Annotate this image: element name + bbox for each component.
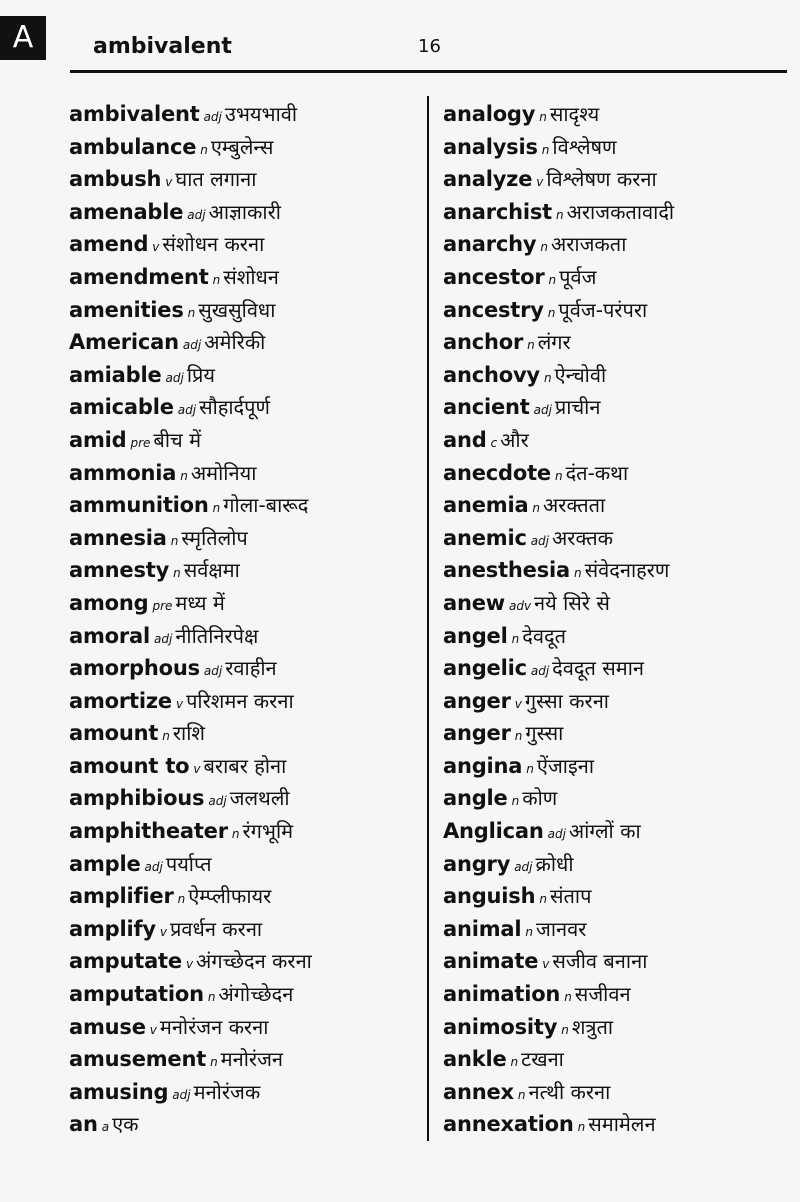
entry-headword: ample bbox=[69, 851, 141, 876]
entry-part-of-speech: v bbox=[159, 924, 168, 939]
entry-part-of-speech: adj bbox=[182, 338, 202, 353]
dictionary-entry bbox=[69, 457, 421, 490]
entry-translation: अराजकतावादी bbox=[566, 199, 675, 224]
entry-part-of-speech: n bbox=[187, 305, 196, 320]
entry-headword: American bbox=[69, 330, 179, 355]
entry-translation: रंगभूमि bbox=[242, 819, 294, 844]
entry-part-of-speech: n bbox=[577, 1120, 586, 1135]
entry-headword: amnesia bbox=[69, 525, 167, 550]
entry-translation: समामेलन bbox=[588, 1112, 656, 1137]
entry-part-of-speech: n bbox=[180, 468, 188, 483]
dictionary-entry bbox=[69, 1043, 421, 1076]
entry-translation: क्रोधी bbox=[535, 851, 574, 876]
entry-translation: घात लगाना bbox=[175, 167, 257, 192]
entry-part-of-speech: adj bbox=[533, 403, 552, 418]
entry-part-of-speech: n bbox=[170, 533, 179, 548]
entry-translation: गुस्सा करना bbox=[524, 688, 609, 713]
dictionary-entry bbox=[443, 98, 793, 131]
letter-tab: A bbox=[0, 16, 46, 60]
entry-part-of-speech: c bbox=[490, 435, 498, 450]
entry-headword: analyze bbox=[443, 167, 533, 192]
entry-headword: animosity bbox=[443, 1014, 558, 1039]
dictionary-entry bbox=[69, 261, 421, 294]
dictionary-entry bbox=[443, 880, 793, 913]
entry-translation: आंग्लों का bbox=[568, 819, 641, 844]
entry-part-of-speech: n bbox=[231, 827, 240, 842]
entry-headword: ancestry bbox=[443, 297, 544, 322]
entry-headword: animal bbox=[443, 916, 522, 941]
entry-part-of-speech: n bbox=[540, 240, 548, 255]
entry-translation: बीच में bbox=[153, 427, 202, 452]
entry-headword: amplifier bbox=[69, 884, 174, 909]
entry-part-of-speech: n bbox=[573, 566, 582, 581]
entry-headword: amenable bbox=[69, 199, 184, 224]
dictionary-entry bbox=[443, 782, 793, 815]
dictionary-entry bbox=[69, 913, 421, 946]
entry-headword: angle bbox=[443, 786, 508, 811]
entry-translation: स्मृतिलोप bbox=[181, 525, 248, 550]
dictionary-entry bbox=[69, 196, 421, 229]
dictionary-entry bbox=[443, 489, 793, 522]
dictionary-entry bbox=[69, 945, 421, 978]
dictionary-entry bbox=[69, 1011, 421, 1044]
entry-translation: सजीव बनाना bbox=[552, 949, 648, 974]
entry-translation: अरक्तक bbox=[552, 525, 613, 550]
dictionary-entry bbox=[69, 98, 421, 131]
entry-headword: anchor bbox=[443, 330, 524, 355]
dictionary-entry bbox=[69, 522, 421, 555]
entry-translation: ऐन्चोवी bbox=[554, 362, 607, 387]
entry-translation: राशि bbox=[172, 721, 205, 746]
dictionary-entry bbox=[69, 1108, 421, 1141]
entry-part-of-speech: n bbox=[547, 305, 556, 320]
entry-part-of-speech: n bbox=[555, 207, 564, 222]
entry-headword: amplify bbox=[69, 916, 156, 941]
page-number: 16 bbox=[418, 36, 441, 57]
entry-headword: anew bbox=[443, 590, 505, 615]
dictionary-entry bbox=[443, 913, 793, 946]
dictionary-entry bbox=[69, 391, 421, 424]
entry-part-of-speech: a bbox=[101, 1120, 110, 1135]
entry-part-of-speech: n bbox=[527, 338, 535, 353]
entry-headword: amiable bbox=[69, 362, 162, 387]
entry-headword: anemic bbox=[443, 525, 527, 550]
entry-translation: ऐंजाइना bbox=[536, 753, 595, 778]
entry-headword: animation bbox=[443, 982, 561, 1007]
entry-headword: angel bbox=[443, 623, 508, 648]
dictionary-entry bbox=[443, 359, 793, 392]
entry-headword: amoral bbox=[69, 623, 151, 648]
entry-translation: परिशमन करना bbox=[186, 688, 294, 713]
entry-headword: angina bbox=[443, 753, 523, 778]
entry-translation: प्राचीन bbox=[554, 395, 601, 420]
entry-translation: प्रवर्धन करना bbox=[170, 916, 263, 941]
entry-headword: anguish bbox=[443, 884, 536, 909]
entry-translation: कोण bbox=[522, 786, 558, 811]
entry-translation: देवदूत समान bbox=[552, 656, 645, 681]
entry-part-of-speech: n bbox=[539, 110, 547, 124]
dictionary-entry bbox=[443, 196, 793, 229]
dictionary-entry bbox=[443, 945, 793, 978]
entry-headword: an bbox=[69, 1112, 98, 1137]
dictionary-entry bbox=[69, 228, 421, 261]
entry-headword: among bbox=[69, 590, 149, 615]
dictionary-entry bbox=[443, 978, 793, 1011]
entry-part-of-speech: v bbox=[152, 240, 160, 255]
entry-part-of-speech: adj bbox=[547, 827, 566, 842]
entry-part-of-speech: n bbox=[212, 272, 221, 287]
entry-headword: amorphous bbox=[69, 656, 200, 681]
entry-part-of-speech: n bbox=[526, 761, 534, 776]
entry-part-of-speech: pre bbox=[152, 598, 173, 613]
left-column bbox=[69, 98, 421, 1141]
guide-word: ambivalent bbox=[93, 34, 232, 59]
entry-part-of-speech: n bbox=[510, 1055, 519, 1070]
dictionary-entry bbox=[443, 457, 793, 490]
dictionary-entry bbox=[443, 620, 793, 653]
entry-part-of-speech: adj bbox=[514, 859, 533, 874]
entry-translation: प्रिय bbox=[186, 362, 215, 387]
entry-part-of-speech: adj bbox=[144, 859, 163, 874]
entry-headword: annexation bbox=[443, 1112, 574, 1137]
entry-translation: उभयभावी bbox=[224, 102, 298, 126]
entry-translation: विश्लेषण करना bbox=[546, 167, 657, 192]
entry-headword: amendment bbox=[69, 264, 209, 289]
dictionary-entry bbox=[443, 1108, 793, 1141]
entry-part-of-speech: n bbox=[543, 370, 552, 385]
entry-part-of-speech: n bbox=[210, 1055, 218, 1070]
entry-translation: अरक्तता bbox=[543, 493, 606, 518]
dictionary-entry bbox=[69, 489, 421, 522]
dictionary-entry bbox=[69, 163, 421, 196]
dictionary-entry bbox=[69, 815, 421, 848]
entry-part-of-speech: v bbox=[536, 175, 544, 190]
entry-headword: amid bbox=[69, 427, 127, 452]
entry-headword: ancestor bbox=[443, 264, 545, 289]
dictionary-entry bbox=[443, 424, 793, 457]
entry-translation: सादृश्य bbox=[549, 102, 600, 126]
entry-headword: ammunition bbox=[69, 493, 209, 518]
dictionary-entry bbox=[69, 554, 421, 587]
dictionary-entry bbox=[443, 685, 793, 718]
entry-headword: ambulance bbox=[69, 134, 197, 159]
entry-part-of-speech: n bbox=[564, 990, 572, 1005]
entry-translation: जानवर bbox=[535, 916, 587, 941]
entry-headword: amicable bbox=[69, 395, 174, 420]
entry-headword: amputate bbox=[69, 949, 182, 974]
right-column bbox=[443, 98, 793, 1141]
dictionary-entry bbox=[69, 685, 421, 718]
entry-headword: anger bbox=[443, 721, 511, 746]
entry-headword: amusing bbox=[69, 1079, 169, 1104]
entry-headword: anesthesia bbox=[443, 558, 570, 583]
entry-translation: सुखसुविधा bbox=[198, 297, 276, 322]
entry-translation: एम्बुलेन्स bbox=[210, 134, 274, 159]
dictionary-entry bbox=[443, 522, 793, 555]
dictionary-entry bbox=[69, 620, 421, 653]
entry-part-of-speech: n bbox=[514, 729, 523, 744]
entry-translation: जलथली bbox=[229, 786, 290, 811]
entry-part-of-speech: adj bbox=[208, 794, 227, 809]
dictionary-entry bbox=[443, 391, 793, 424]
dictionary-entry bbox=[69, 750, 421, 783]
entry-headword: amputation bbox=[69, 982, 204, 1007]
dictionary-entry bbox=[69, 359, 421, 392]
entry-part-of-speech: n bbox=[173, 566, 181, 581]
entry-translation: नीतिनिरपेक्ष bbox=[175, 623, 259, 648]
dictionary-entry bbox=[443, 261, 793, 294]
dictionary-entry bbox=[69, 294, 421, 327]
entry-translation: सजीवन bbox=[574, 982, 631, 1007]
entry-translation: अमोनिया bbox=[190, 460, 257, 485]
entry-part-of-speech: v bbox=[175, 696, 184, 711]
entry-part-of-speech: pre bbox=[130, 435, 151, 450]
dictionary-entry bbox=[443, 587, 793, 620]
entry-translation: टखना bbox=[521, 1047, 564, 1072]
entry-translation: संवेदनाहरण bbox=[584, 558, 670, 583]
entry-part-of-speech: n bbox=[561, 1022, 569, 1037]
entry-part-of-speech: n bbox=[511, 631, 520, 646]
entry-translation: अराजकता bbox=[550, 232, 627, 257]
entry-headword: and bbox=[443, 427, 487, 452]
entry-part-of-speech: n bbox=[200, 142, 208, 157]
dictionary-entry bbox=[443, 1076, 793, 1109]
entry-translation: बराबर होना bbox=[203, 753, 287, 778]
dictionary-entry bbox=[443, 294, 793, 327]
entry-part-of-speech: adv bbox=[508, 598, 532, 613]
entry-translation: ऐम्प्लीफायर bbox=[188, 884, 272, 909]
entry-part-of-speech: n bbox=[554, 468, 563, 483]
entry-headword: angelic bbox=[443, 656, 527, 681]
entry-part-of-speech: n bbox=[511, 794, 520, 809]
entry-part-of-speech: n bbox=[162, 729, 170, 744]
entry-translation: देवदूत bbox=[522, 623, 566, 648]
entry-translation: अंगोच्छेदन bbox=[218, 982, 294, 1007]
entry-headword: ambush bbox=[69, 167, 162, 192]
entry-part-of-speech: adj bbox=[187, 207, 206, 222]
entry-headword: annex bbox=[443, 1079, 514, 1104]
entry-part-of-speech: adj bbox=[165, 370, 184, 385]
entry-headword: animate bbox=[443, 949, 539, 974]
entry-part-of-speech: adj bbox=[154, 631, 173, 646]
dictionary-entry bbox=[69, 1076, 421, 1109]
entry-headword: analysis bbox=[443, 134, 538, 159]
entry-translation: शत्रुता bbox=[571, 1014, 614, 1039]
entry-part-of-speech: n bbox=[517, 1087, 526, 1102]
entry-translation: और bbox=[500, 427, 529, 452]
entry-headword: anarchy bbox=[443, 232, 537, 257]
dictionary-entry bbox=[443, 1043, 793, 1076]
entry-headword: analogy bbox=[443, 102, 536, 126]
entry-headword: ambivalent bbox=[69, 102, 200, 126]
dictionary-entry bbox=[443, 848, 793, 881]
entry-headword: amend bbox=[69, 232, 149, 257]
entry-translation: मनोरंजन bbox=[220, 1047, 284, 1072]
dictionary-entry bbox=[443, 652, 793, 685]
entry-part-of-speech: n bbox=[548, 272, 557, 287]
dictionary-entry bbox=[443, 163, 793, 196]
entry-headword: anchovy bbox=[443, 362, 540, 387]
entry-headword: amount bbox=[69, 721, 159, 746]
entry-part-of-speech: v bbox=[542, 957, 550, 972]
entry-translation: सर्वक्षमा bbox=[183, 558, 240, 583]
entry-headword: amuse bbox=[69, 1014, 146, 1039]
entry-translation: सौहार्दपूर्ण bbox=[199, 395, 271, 420]
dictionary-entry bbox=[69, 587, 421, 620]
dictionary-entry bbox=[69, 978, 421, 1011]
entry-part-of-speech: adj bbox=[203, 110, 222, 124]
entry-translation: आज्ञाकारी bbox=[208, 199, 281, 224]
dictionary-entry bbox=[69, 848, 421, 881]
entry-translation: नत्थी करना bbox=[528, 1079, 611, 1104]
entry-headword: amusement bbox=[69, 1047, 207, 1072]
entry-headword: ancient bbox=[443, 395, 530, 420]
dictionary-entry bbox=[443, 228, 793, 261]
entry-part-of-speech: v bbox=[165, 175, 173, 190]
entry-translation: संशोधन bbox=[223, 264, 279, 289]
entry-part-of-speech: n bbox=[532, 501, 541, 516]
dictionary-entry bbox=[443, 815, 793, 848]
entry-translation: नये सिरे से bbox=[534, 590, 610, 615]
entry-translation: विश्लेषण bbox=[552, 134, 617, 159]
entry-translation: रवाहीन bbox=[225, 656, 277, 681]
entry-headword: amenities bbox=[69, 297, 184, 322]
entry-headword: amnesty bbox=[69, 558, 170, 583]
dictionary-entry bbox=[443, 1011, 793, 1044]
entry-translation: संताप bbox=[549, 884, 592, 909]
entry-translation: मनोरंजक bbox=[193, 1079, 261, 1104]
entry-part-of-speech: n bbox=[539, 892, 547, 907]
dictionary-entry bbox=[69, 326, 421, 359]
dictionary-entry bbox=[69, 131, 421, 164]
entry-part-of-speech: v bbox=[514, 696, 522, 711]
entry-headword: amortize bbox=[69, 688, 172, 713]
entry-translation: मनोरंजन करना bbox=[159, 1014, 269, 1039]
dictionary-entry bbox=[443, 326, 793, 359]
dictionary-entry bbox=[443, 750, 793, 783]
dictionary-entry bbox=[69, 717, 421, 750]
dictionary-entry bbox=[69, 424, 421, 457]
entry-translation: दंत-कथा bbox=[565, 460, 629, 485]
entry-part-of-speech: n bbox=[541, 142, 550, 157]
dictionary-entry bbox=[69, 880, 421, 913]
entry-part-of-speech: adj bbox=[203, 664, 223, 679]
entry-translation: गोला-बारूद bbox=[223, 493, 309, 518]
dictionary-entry bbox=[443, 131, 793, 164]
entry-part-of-speech: adj bbox=[530, 664, 550, 679]
entry-headword: amphitheater bbox=[69, 819, 228, 844]
dictionary-entry bbox=[69, 782, 421, 815]
entry-headword: anarchist bbox=[443, 199, 552, 224]
entry-part-of-speech: v bbox=[149, 1022, 157, 1037]
entry-part-of-speech: adj bbox=[172, 1087, 191, 1102]
entry-part-of-speech: adj bbox=[530, 533, 550, 548]
entry-part-of-speech: adj bbox=[177, 403, 197, 418]
entry-part-of-speech: n bbox=[207, 990, 216, 1005]
entry-translation: पूर्वज-परंपरा bbox=[558, 297, 648, 322]
entry-translation: गुस्सा bbox=[525, 721, 564, 746]
entry-headword: Anglican bbox=[443, 819, 544, 844]
entry-headword: amphibious bbox=[69, 786, 205, 811]
dictionary-entry bbox=[69, 652, 421, 685]
entry-translation: पर्याप्त bbox=[165, 851, 212, 876]
entry-translation: अमेरिकी bbox=[204, 330, 266, 355]
dictionary-entry bbox=[443, 717, 793, 750]
entry-part-of-speech: v bbox=[193, 761, 201, 776]
entry-translation: मध्य में bbox=[175, 590, 225, 615]
entry-headword: ammonia bbox=[69, 460, 177, 485]
entry-translation: लंगर bbox=[537, 330, 571, 355]
entry-headword: anger bbox=[443, 688, 511, 713]
column-divider bbox=[427, 96, 429, 1141]
entry-translation: पूर्वज bbox=[559, 264, 597, 289]
entry-headword: anemia bbox=[443, 493, 529, 518]
entry-translation: संशोधन करना bbox=[162, 232, 265, 257]
entry-translation: अंगच्छेदन करना bbox=[196, 949, 312, 974]
header-rule bbox=[70, 70, 787, 73]
entry-part-of-speech: n bbox=[212, 501, 221, 516]
dictionary-entry bbox=[443, 554, 793, 587]
entry-headword: amount to bbox=[69, 753, 190, 778]
entry-headword: angry bbox=[443, 851, 511, 876]
entry-translation: एक bbox=[112, 1112, 139, 1137]
entry-part-of-speech: v bbox=[185, 957, 194, 972]
entry-part-of-speech: n bbox=[525, 924, 533, 939]
entry-headword: anecdote bbox=[443, 460, 551, 485]
entry-headword: ankle bbox=[443, 1047, 507, 1072]
entry-part-of-speech: n bbox=[177, 892, 186, 907]
